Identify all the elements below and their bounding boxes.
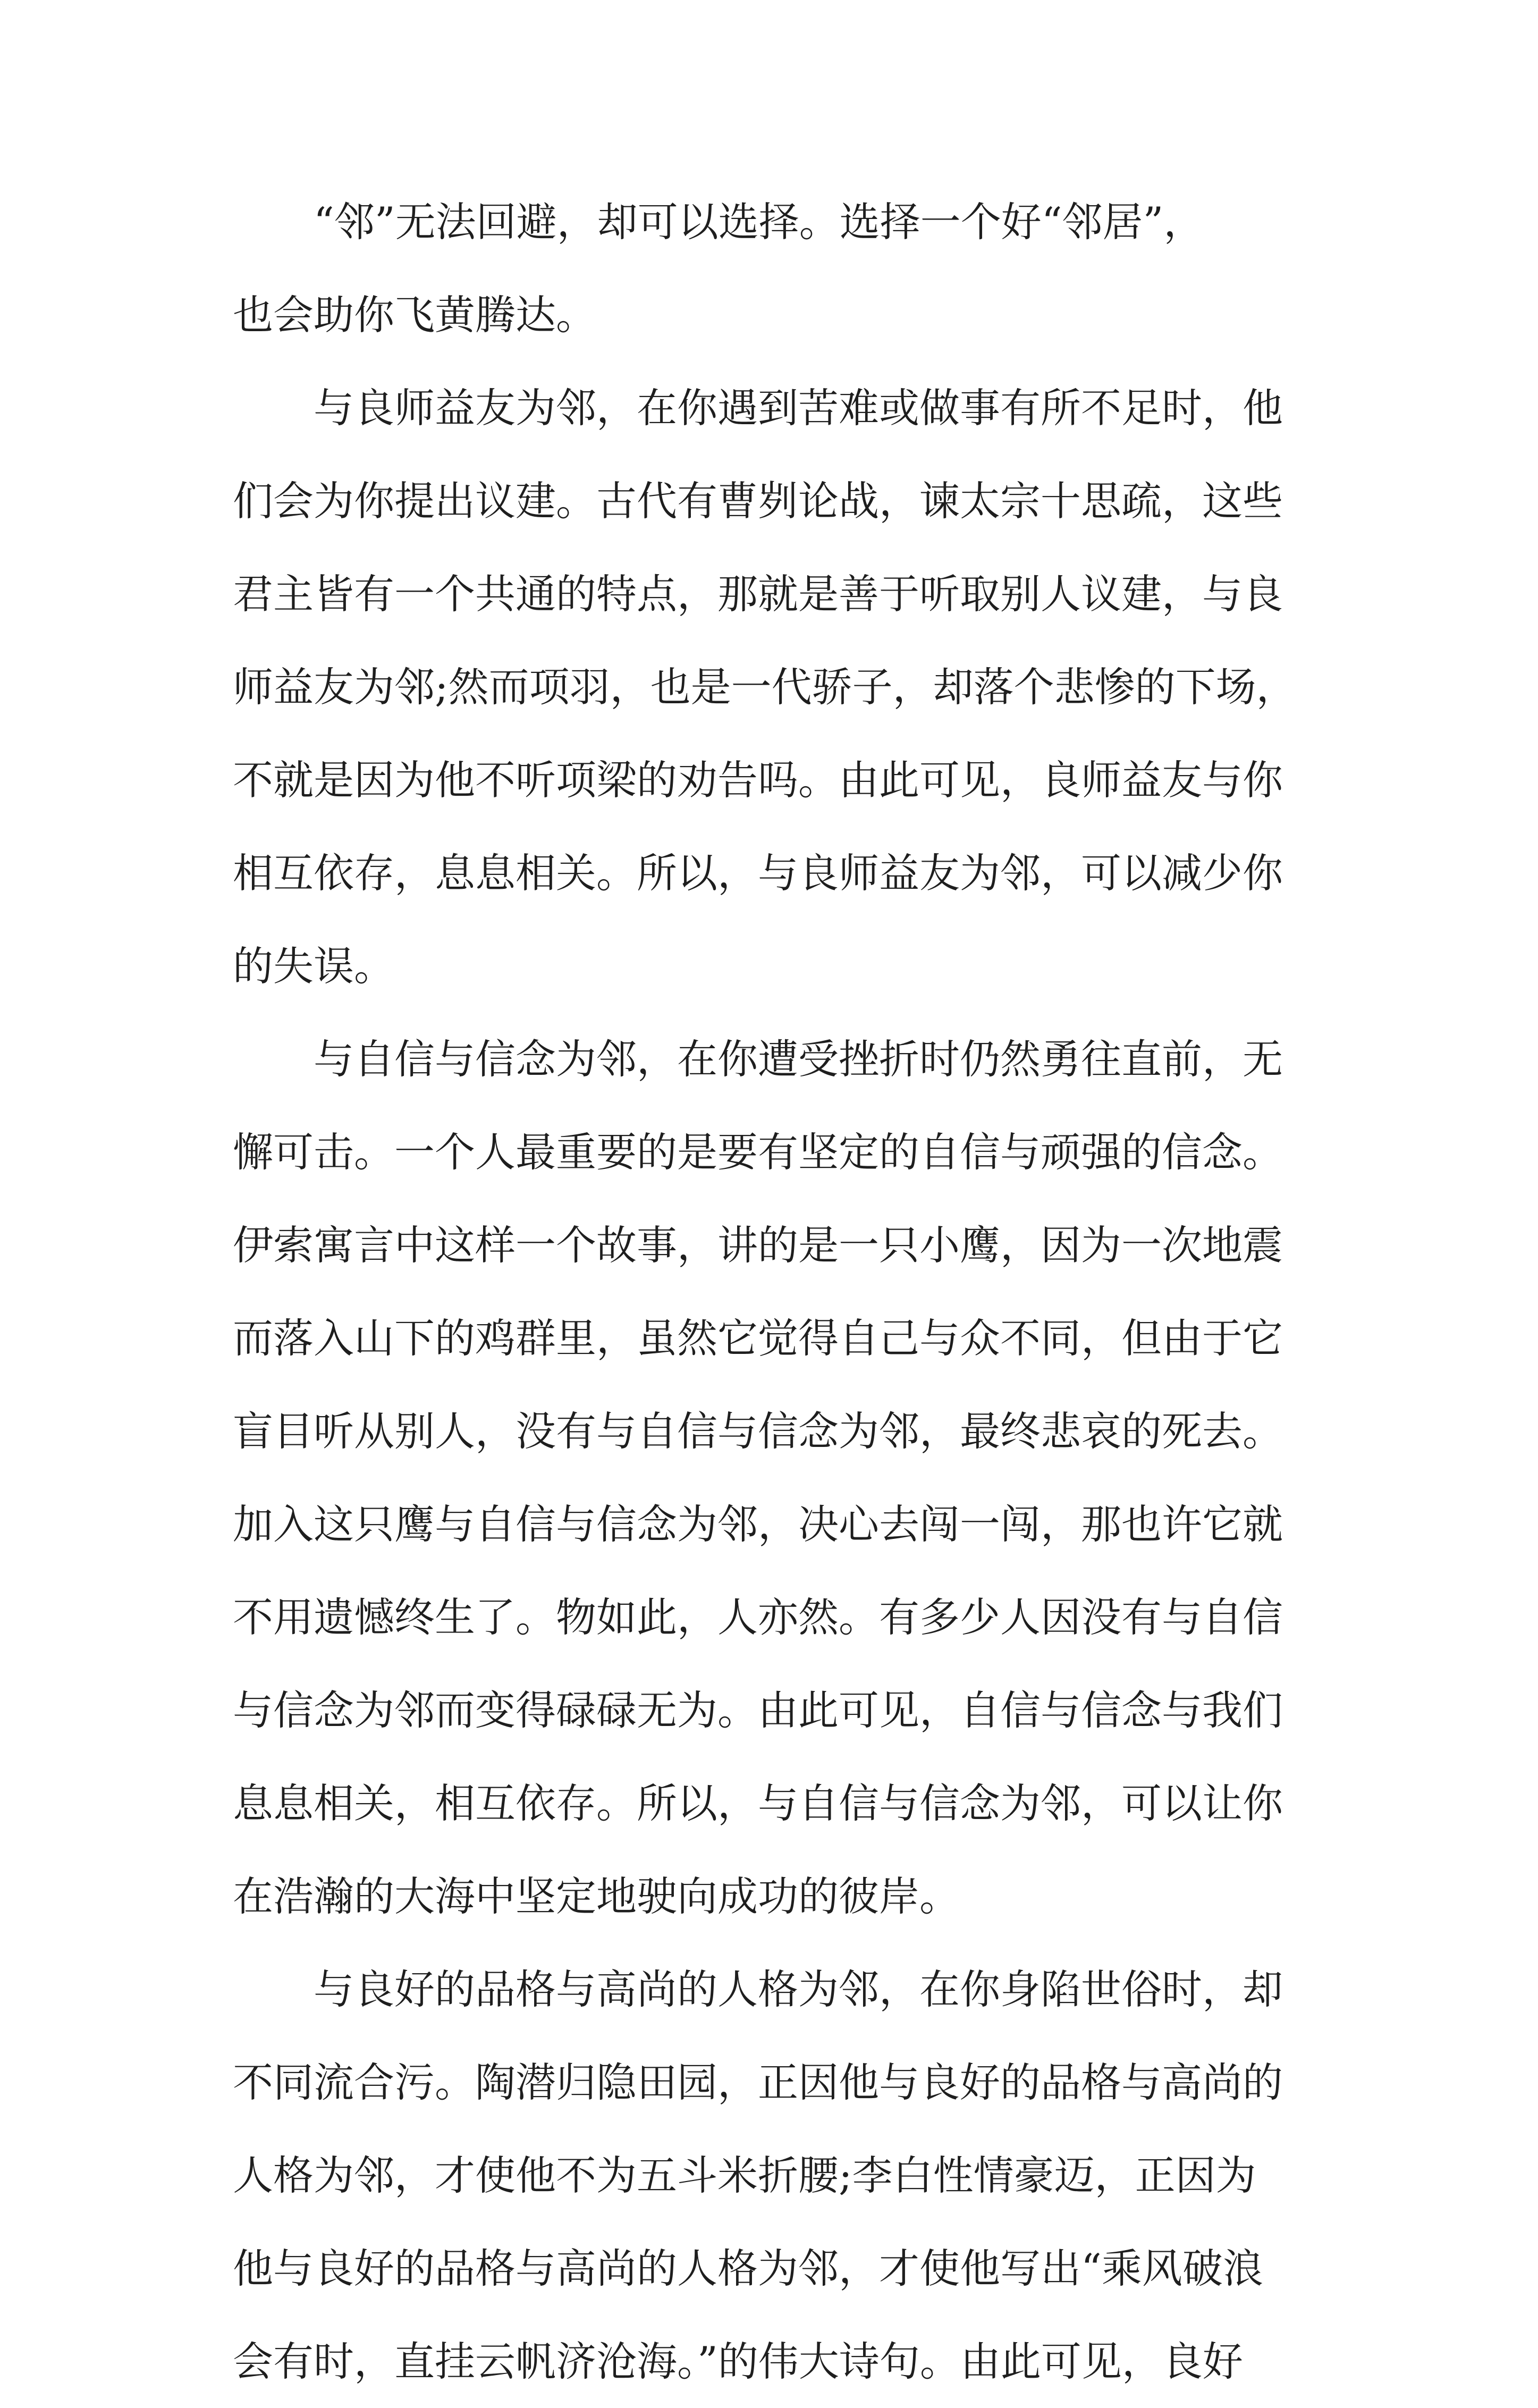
text-line: 的失误。: [233, 942, 394, 990]
text-line: 与信念为邻而变得碌碌无为。由此可见，自信与信念与我们: [233, 1687, 1283, 1734]
document-body: [233, 175, 1317, 2408]
text-line: 在浩瀚的大海中坚定地驶向成功的彼岸。: [233, 1873, 960, 1920]
text-line: 会有时，直挂云帆济沧海。”的伟大诗句。由此可见，良好: [233, 2338, 1243, 2385]
text-line: 师益友为邻;然而项羽，也是一代骄子，却落个悲惨的下场，: [233, 663, 1297, 711]
text-line: 加入这只鹰与自信与信念为邻，决心去闯一闯，那也许它就: [233, 1501, 1283, 1548]
text-line: 不就是因为他不听项梁的劝告吗。由此可见，良师益友与你: [233, 756, 1283, 804]
text-line: 息息相关，相互依存。所以，与自信与信念为邻，可以让你: [233, 1780, 1283, 1827]
text-line: 们会为你提出议建。古代有曹刿论战，谏太宗十思疏，这些: [233, 477, 1283, 525]
text-line: 不用遗憾终生了。物如此，人亦然。有多少人因没有与自信: [233, 1594, 1283, 1641]
text-line: 君主皆有一个共通的特点，那就是善于听取别人议建，与良: [233, 570, 1283, 618]
text-line: 与良好的品格与高尚的人格为邻，在你身陷世俗时，却: [233, 1966, 1283, 2013]
text-line: 与自信与信念为邻，在你遭受挫折时仍然勇往直前，无: [233, 1035, 1283, 1083]
text-line: 懈可击。一个人最重要的是要有坚定的自信与顽强的信念。: [233, 1129, 1283, 1176]
text-line: 伊索寓言中这样一个故事，讲的是一只小鹰，因为一次地震: [233, 1222, 1283, 1269]
text-line: 人格为邻，才使他不为五斗米折腰;李白性情豪迈，正因为: [233, 2152, 1256, 2199]
text-line: 他与良好的品格与高尚的人格为邻，才使他写出“乘风破浪: [233, 2245, 1263, 2292]
text-line: 也会助你飞黄腾达。: [233, 291, 596, 339]
text-line: 相互依存，息息相关。所以，与良师益友为邻，可以减少你: [233, 849, 1283, 897]
text-line: 不同流合污。陶潜归隐田园，正因他与良好的品格与高尚的: [233, 2059, 1283, 2106]
text-line: 而落入山下的鸡群里，虽然它觉得自己与众不同，但由于它: [233, 1315, 1283, 1362]
text-line: 与良师益友为邻，在你遇到苦难或做事有所不足时，他: [233, 384, 1283, 432]
text-line: 盲目听从别人，没有与自信与信念为邻，最终悲哀的死去。: [233, 1408, 1283, 1455]
text-line: “邻”无法回避，却可以选择。选择一个好“邻居”，: [233, 198, 1204, 246]
